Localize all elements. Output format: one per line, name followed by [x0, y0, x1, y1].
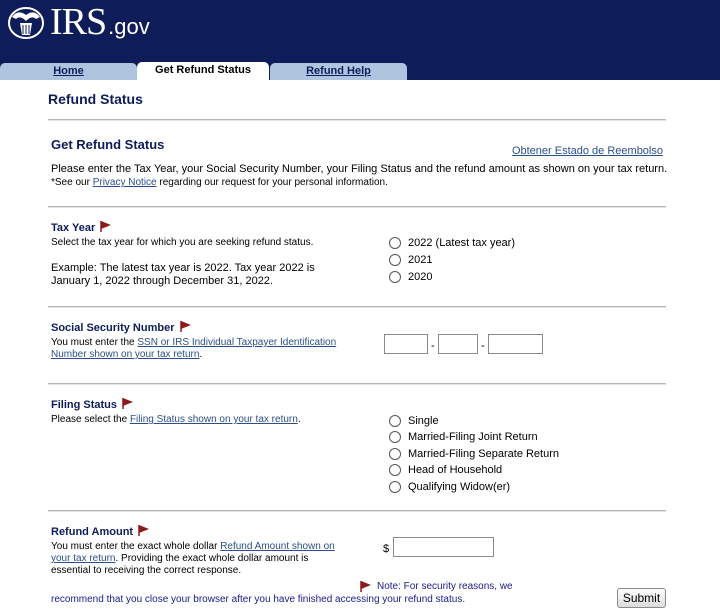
refund-amount-link-cont[interactable]: your tax return — [51, 553, 116, 564]
option-label: 2020 — [408, 271, 433, 283]
ssn-separator: - — [481, 340, 485, 352]
tax-year-option-2020[interactable] — [389, 270, 432, 284]
intro-text: Please enter the Tax Year, your Social Security Number, your Filing Status and the refund amount as shown on your tax return. — [51, 163, 668, 175]
flag-icon — [122, 397, 134, 409]
ssn-part3-input[interactable] — [488, 334, 543, 354]
refund-amount-label-text: Refund Amount — [51, 526, 134, 538]
filing-status-option-separate[interactable] — [389, 447, 559, 461]
option-label: Married-Filing Joint Return — [408, 431, 538, 443]
filing-status-desc-suffix: . — [297, 414, 301, 425]
flag-icon — [360, 580, 372, 592]
divider — [48, 306, 666, 308]
submit-button[interactable]: Submit — [617, 588, 666, 608]
refund-desc-line3: essential to receiving the correct response. — [51, 565, 242, 576]
privacy-note — [51, 177, 388, 188]
privacy-prefix: *See our — [51, 177, 93, 188]
ssn-desc-prefix: You must enter the — [51, 337, 138, 348]
option-label: Married-Filing Separate Return — [408, 448, 560, 460]
irs-logo[interactable] — [6, 3, 150, 41]
divider — [48, 510, 666, 512]
filing-status-desc — [51, 414, 301, 426]
radio-button[interactable] — [389, 464, 401, 476]
site-header — [0, 0, 720, 70]
eagle-icon — [6, 3, 46, 41]
filing-status-option-head[interactable] — [389, 463, 502, 477]
divider — [48, 383, 666, 385]
radio-button[interactable] — [389, 237, 401, 249]
refund-amount-link[interactable]: Refund Amount shown on — [220, 541, 335, 552]
filing-status-option-widow[interactable] — [389, 480, 510, 494]
ssn-itin-link-cont[interactable]: Number shown on your tax return — [51, 349, 200, 360]
security-note — [360, 580, 513, 592]
spanish-version-link[interactable]: Obtener Estado de Reembolso — [511, 145, 663, 157]
logo-wordmark: IRS — [50, 1, 107, 43]
divider — [48, 206, 666, 208]
ssn-part1-input[interactable] — [384, 334, 428, 354]
option-label: Head of Household — [408, 464, 503, 476]
privacy-suffix: regarding our request for your personal information. — [156, 177, 388, 188]
radio-button[interactable] — [389, 271, 401, 283]
ssn-label-text: Social Security Number — [51, 322, 175, 334]
filing-status-option-single[interactable] — [389, 414, 439, 428]
tab-home[interactable]: Home — [0, 63, 137, 80]
ssn-desc — [51, 337, 336, 361]
ssn-part2-input[interactable] — [438, 334, 478, 354]
filing-status-label-text: Filing Status — [51, 399, 117, 411]
divider — [48, 119, 666, 121]
flag-icon — [100, 220, 112, 232]
ssn-itin-link[interactable]: SSN or IRS Individual Taxpayer Identification — [137, 337, 337, 348]
refund-desc-prefix: You must enter the exact whole dollar — [51, 541, 221, 552]
tax-year-label-text: Tax Year — [51, 222, 96, 234]
refund-desc-mid: . Providing the exact whole dollar amount is — [115, 553, 309, 564]
refund-amount-input[interactable] — [393, 537, 494, 557]
radio-button[interactable] — [389, 254, 401, 266]
refund-amount-desc — [51, 541, 335, 577]
page-title: Refund Status — [48, 91, 143, 107]
filing-status-desc-prefix: Please select the — [51, 414, 130, 425]
radio-button[interactable] — [389, 481, 401, 493]
option-label: Single — [408, 415, 439, 427]
logo-domain: .gov — [108, 14, 150, 39]
tax-year-desc: Select the tax year for which you are seeking refund status. — [51, 237, 314, 248]
tax-year-option-2021[interactable] — [389, 253, 432, 267]
ssn-label — [51, 322, 192, 334]
privacy-notice-link[interactable]: Privacy Notice — [92, 177, 157, 188]
security-note-line1: Note: For security reasons, we — [377, 580, 513, 592]
tax-year-option-2022[interactable] — [389, 236, 515, 250]
ssn-desc-suffix: . — [199, 349, 203, 360]
filing-status-option-joint[interactable] — [389, 430, 538, 444]
option-label: 2022 (Latest tax year) — [408, 237, 516, 249]
refund-amount-label — [51, 526, 150, 538]
flag-icon — [138, 524, 150, 536]
filing-status-link[interactable]: Filing Status shown on your tax return — [129, 414, 298, 425]
tax-year-example-line2: January 1, 2022 through December 31, 2022. — [51, 275, 273, 287]
currency-symbol: $ — [383, 543, 390, 555]
radio-button[interactable] — [389, 431, 401, 443]
tab-get-refund-status[interactable]: Get Refund Status — [137, 62, 269, 81]
tax-year-example-line1: Example: The latest tax year is 2022. Tax year 2022 is — [51, 262, 315, 274]
filing-status-label — [51, 399, 134, 411]
flag-icon — [180, 320, 192, 332]
section-title: Get Refund Status — [51, 137, 165, 152]
option-label: 2021 — [408, 254, 433, 266]
option-label: Qualifying Widow(er) — [408, 481, 511, 493]
security-note-line2: recommend that you close your browser after you have finished accessing your refund status. — [51, 594, 466, 605]
tab-refund-help[interactable]: Refund Help — [270, 63, 407, 80]
tax-year-label — [51, 222, 112, 234]
tax-year-example — [51, 262, 315, 288]
radio-button[interactable] — [389, 415, 401, 427]
radio-button[interactable] — [389, 448, 401, 460]
ssn-separator: - — [431, 340, 435, 352]
